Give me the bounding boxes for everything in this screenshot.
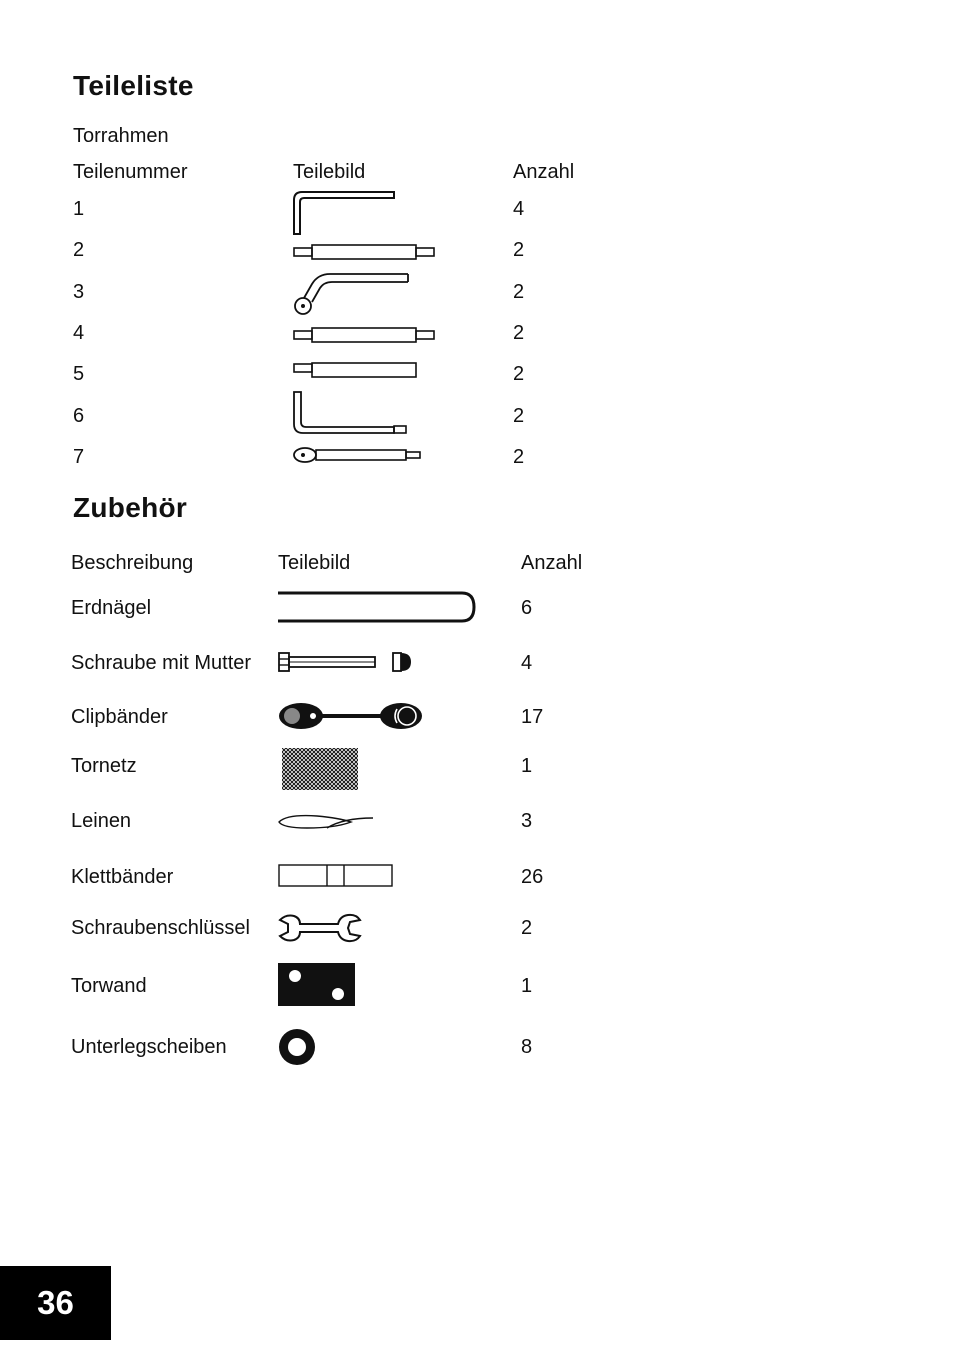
parts-row-number: 3 xyxy=(73,281,85,303)
acc-row-description: Torwand xyxy=(71,975,147,997)
parts-row-count: 2 xyxy=(513,281,525,303)
parts-row-number: 1 xyxy=(73,198,85,220)
acc-col-count: Anzahl xyxy=(521,552,583,574)
acc-row-count: 2 xyxy=(521,917,533,939)
clip-band-icon xyxy=(277,701,425,731)
acc-row-description: Schraube mit Mutter xyxy=(71,652,252,674)
acc-row-count: 17 xyxy=(521,706,544,728)
goal-net-icon xyxy=(280,746,360,792)
parts-col-count: Anzahl xyxy=(513,161,575,183)
acc-row-count: 1 xyxy=(521,975,533,997)
parts-group-label: Torrahmen xyxy=(73,125,169,147)
acc-row-count: 3 xyxy=(521,810,533,832)
washer-icon xyxy=(278,1028,316,1066)
parts-heading: Teileliste xyxy=(73,70,194,101)
straight-tube-one-end-icon xyxy=(292,361,420,379)
bent-tube-corner-icon xyxy=(290,188,400,238)
parts-row-number: 5 xyxy=(73,363,85,385)
parts-row-count: 2 xyxy=(513,363,525,385)
acc-row-description: Unterlegscheiben xyxy=(71,1036,227,1058)
acc-row-description: Clipbänder xyxy=(71,706,168,728)
parts-row-number: 2 xyxy=(73,239,85,261)
wrench-icon xyxy=(276,912,364,944)
parts-row-count: 2 xyxy=(513,239,525,261)
l-shaped-tube-icon xyxy=(290,388,410,438)
acc-col-description: Beschreibung xyxy=(71,552,194,574)
rope-icon xyxy=(277,810,377,834)
acc-row-count: 4 xyxy=(521,652,533,674)
accessories-heading: Zubehör xyxy=(73,492,188,523)
parts-col-image: Teilebild xyxy=(293,161,366,183)
acc-row-description: Klettbänder xyxy=(71,866,174,888)
parts-row-count: 2 xyxy=(513,322,525,344)
velcro-strap-icon xyxy=(278,864,394,888)
acc-row-description: Leinen xyxy=(71,810,132,832)
acc-row-count: 6 xyxy=(521,597,533,619)
ground-peg-icon xyxy=(276,590,480,624)
parts-row-count: 2 xyxy=(513,446,525,468)
acc-row-count: 8 xyxy=(521,1036,533,1058)
bent-tube-eyelet-icon xyxy=(290,270,414,320)
screw-with-nut-icon xyxy=(277,650,415,674)
straight-tube-two-ends-icon xyxy=(292,326,438,344)
parts-row-count: 2 xyxy=(513,405,525,427)
parts-row-count: 4 xyxy=(513,198,525,220)
acc-row-description: Erdnägel xyxy=(71,597,152,619)
acc-col-image: Teilebild xyxy=(278,552,351,574)
straight-tube-two-ends-icon xyxy=(292,243,438,261)
parts-col-number: Teilenummer xyxy=(73,161,188,183)
parts-row-number: 6 xyxy=(73,405,85,427)
tube-with-eyelet-icon xyxy=(292,445,424,465)
page-number: 36 xyxy=(0,1266,111,1340)
parts-row-number: 4 xyxy=(73,322,85,344)
parts-row-number: 7 xyxy=(73,446,85,468)
acc-row-description: Tornetz xyxy=(71,755,137,777)
acc-row-count: 26 xyxy=(521,866,544,888)
goal-wall-icon xyxy=(278,963,356,1007)
acc-row-description: Schraubenschlüssel xyxy=(71,917,250,939)
acc-row-count: 1 xyxy=(521,755,533,777)
